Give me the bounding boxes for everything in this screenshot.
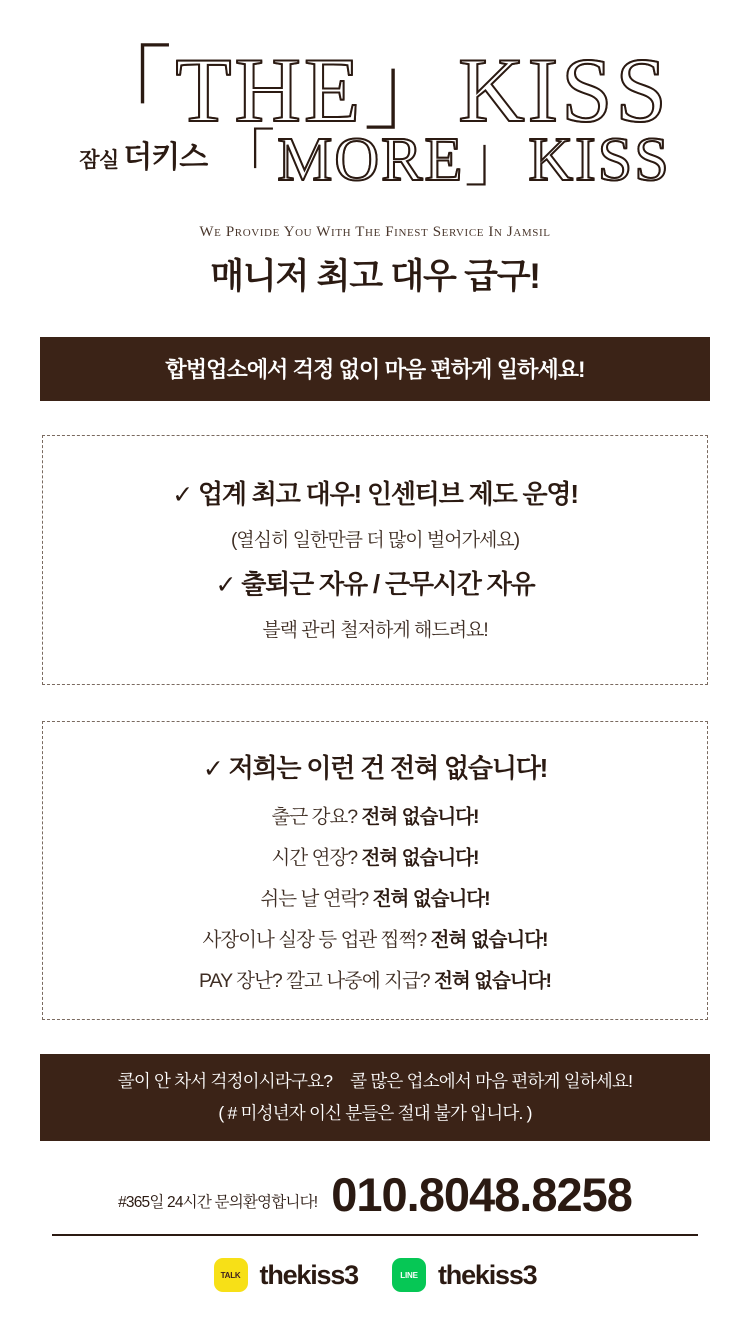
- divider: [52, 1234, 698, 1236]
- logo-word-kiss-2: KISS: [528, 125, 671, 194]
- benefit-sub-2: 블랙 관리 철저하게 해드려요!: [262, 620, 488, 642]
- list-item-answer: 전혀 없습니다!: [372, 888, 490, 911]
- list-item-answer: 전혀 없습니다!: [434, 970, 552, 993]
- benefit-sub-1: (열심히 일한만큼 더 많이 벌어가세요): [230, 529, 520, 551]
- list-item: [43, 883, 707, 911]
- list-item-answer: 전혀 없습니다!: [361, 806, 479, 829]
- no-worries-list: [43, 801, 707, 993]
- list-item: [43, 842, 707, 870]
- bracket-open-icon: 「: [80, 39, 176, 141]
- check-icon-2: ✓: [215, 570, 236, 599]
- list-item-question: 시간 연장?: [271, 847, 358, 870]
- messenger-row: [0, 1258, 750, 1292]
- tagline-english: We Provide You With The Finest Service In Jamsil: [199, 223, 551, 240]
- call-volume-bar: [40, 1054, 710, 1141]
- bracket-close-icon-2: 」: [464, 125, 529, 194]
- highlight-bar: 합법업소에서 걱정 없이 마음 편하게 일하세요!: [40, 337, 710, 401]
- list-item: [43, 801, 707, 829]
- call-volume-question: 콜이 안 차서 걱정이시라구요?: [117, 1071, 333, 1092]
- phone-number[interactable]: 010.8048.8258: [331, 1168, 632, 1222]
- contact-row: [40, 1167, 710, 1222]
- benefits-box: [42, 435, 708, 686]
- line-icon: [392, 1258, 426, 1292]
- check-icon: ✓: [172, 480, 192, 509]
- list-item-answer: 전혀 없습니다!: [430, 929, 548, 952]
- list-item-question: 출근 강요?: [271, 806, 358, 829]
- age-restriction-note: ( # 미성년자 이신 분들은 절대 불가 입니다. ): [218, 1103, 532, 1124]
- logo-korean-brand: 더키스: [123, 140, 208, 174]
- line-id[interactable]: thekiss3: [438, 1259, 537, 1290]
- call-volume-line-1: [40, 1068, 710, 1093]
- list-item-answer: 전혀 없습니다!: [361, 847, 479, 870]
- benefit-headline-2: [43, 568, 707, 601]
- contact-note: #365일 24시간 문의환영합니다!: [118, 1193, 318, 1211]
- messenger-kakaotalk[interactable]: [214, 1258, 358, 1292]
- logo-word-more: MORE: [277, 125, 465, 194]
- spacer: [43, 552, 707, 568]
- bracket-open-icon-2: 「: [213, 125, 278, 194]
- line-badge-label: LINE: [400, 1270, 418, 1280]
- logo-area: [0, 0, 750, 194]
- no-worries-box: [42, 721, 708, 1020]
- list-item-question: PAY 장난? 깔고 나중에 지급?: [198, 970, 430, 993]
- benefit-headline-1: [43, 478, 707, 511]
- no-worries-headline-text: 저희는 이런 건 전혀 없습니다!: [228, 753, 548, 784]
- call-volume-answer: 콜 많은 업소에서 마음 편하게 일하세요!: [350, 1071, 633, 1092]
- kakaotalk-icon: [214, 1258, 248, 1292]
- bracket-close-icon: 」: [363, 39, 459, 141]
- kakaotalk-badge-label: TALK: [220, 1270, 241, 1280]
- kakaotalk-id[interactable]: thekiss3: [259, 1259, 358, 1290]
- messenger-line[interactable]: [392, 1258, 536, 1292]
- benefit-headline-1-text: 업계 최고 대우! 인센티브 제도 운영!: [197, 478, 578, 509]
- list-item: [43, 965, 707, 993]
- no-worries-headline: [43, 752, 707, 785]
- list-item: [43, 924, 707, 952]
- logo-word-the: THE: [175, 39, 364, 141]
- benefit-headline-2-text: 출퇴근 자유 / 근무시간 자유: [241, 568, 535, 599]
- tagline-korean: 매니저 최고 대우 급구!: [210, 256, 540, 296]
- check-icon-3: ✓: [202, 755, 223, 784]
- list-item-question: 쉬는 날 연락?: [260, 888, 369, 911]
- logo-word-kiss: KISS: [458, 39, 670, 141]
- logo-korean-region: 잠실: [79, 148, 119, 172]
- list-item-question: 사장이나 실장 등 업관 찝쩍?: [202, 929, 427, 952]
- logo-line-1: [0, 39, 750, 141]
